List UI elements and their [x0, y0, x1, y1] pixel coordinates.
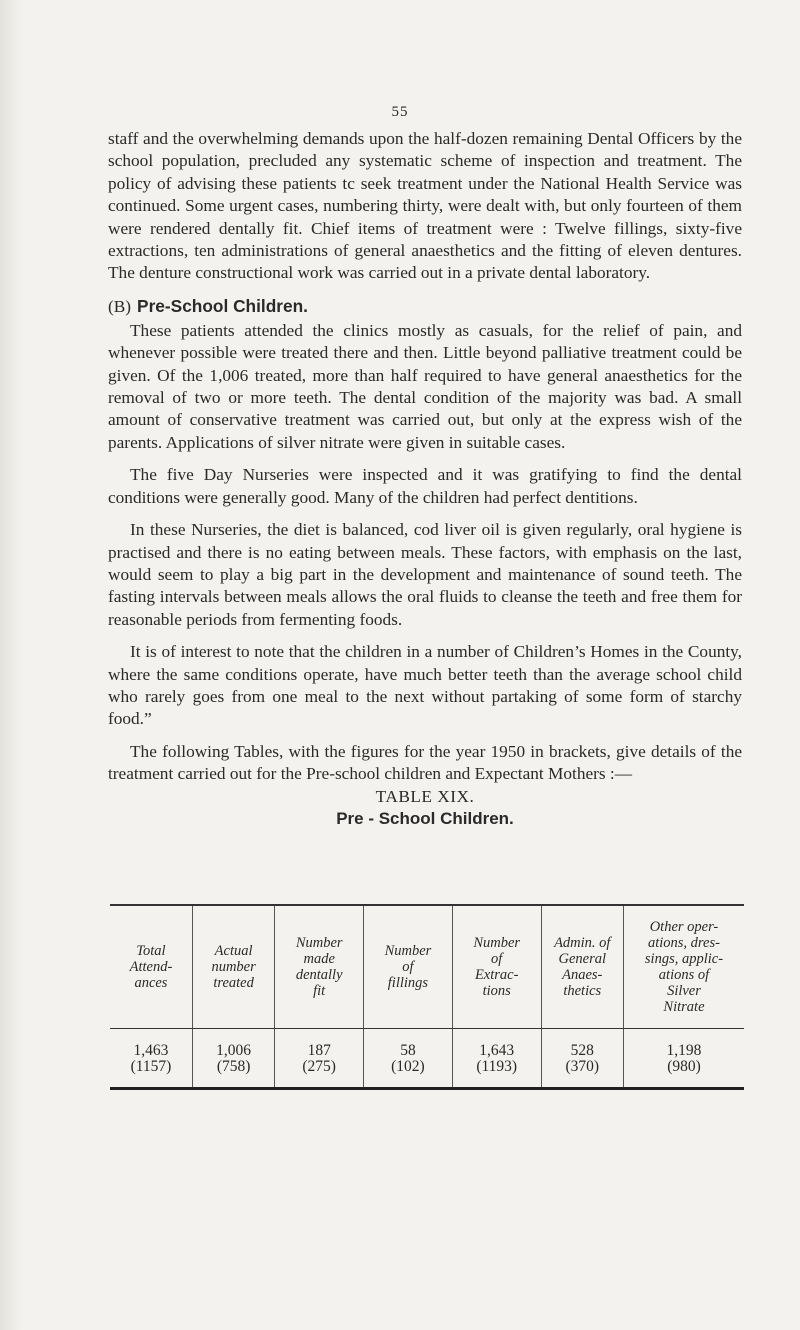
cell-fillings: 58 (102) — [364, 1029, 453, 1089]
header-other-operations: Other oper- ations, dres- sings, applic- ations of Silver Nitrate — [623, 905, 744, 1029]
table-header-row — [110, 905, 744, 1029]
paragraph: These patients attended the clinics mostly as casuals, for the relief of pain, and whenever possible were treated there and then. Little beyond palliative treatment could be given. Of the 1,006 treated, more than half required to have general anaesthetics for the removal of two or more teeth. The dental condition of the majority was bad. A small amount of conservative treatment was carried out, but only at the express wish of the parents. Applications of silver nitrate were given in suitable cases. — [108, 320, 742, 452]
treatment-table — [110, 904, 744, 1090]
paragraph: In these Nurseries, the diet is balanced, cod liver oil is given regularly, oral hygiene is practised and there is no eating between meals. These factors, with emphasis on the last, would seem to play a big part in the development and maintenance of sound teeth. The fasting intervals between meals allows the oral fluids to cleanse the teeth and free them for reasonable periods from fermenting foods. — [108, 520, 742, 629]
section-heading — [108, 295, 742, 318]
header-total-attendances: Total Attend- ances — [110, 905, 192, 1029]
header-dentally-fit: Number made dentally fit — [275, 905, 364, 1029]
section-letter: (B) — [108, 296, 132, 316]
cell-other-operations: 1,198 (980) — [623, 1029, 744, 1089]
cell-dentally-fit: 187 (275) — [275, 1029, 364, 1089]
paragraph-continuation: staff and the overwhelming demands upon the half-dozen remaining Dental Officers by the school population, precluded any systematic scheme of inspection and treatment. The policy of advising these patients tc seek treatment under the National Health Service was continued. Some urgent cases, numbering thirty, were dealt with, but only fourteen of them were rendered dentally fit. Chief items of treatment were : Twelve fillings, sixty-five extractions, ten administrations of general anaesthetics and the fitting of eleven dentures. The denture constructional work was carried out in a private dental laboratory. — [108, 129, 742, 283]
scan-edge — [0, 0, 22, 1330]
header-general-anaesthetics: Admin. of General Anaes- thetics — [541, 905, 623, 1029]
cell-extractions: 1,643 (1193) — [452, 1029, 541, 1089]
header-extractions: Number of Extrac- tions — [452, 905, 541, 1029]
table-subtitle: Pre - School Children. — [336, 808, 514, 828]
paragraph: It is of interest to note that the children in a number of Children’s Homes in the County, where the same conditions operate, have much better teeth than the average school child who rarely goes from one meal to the next without partaking of some form of starchy food.” — [108, 642, 742, 729]
cell-actual-number-treated: 1,006 (758) — [192, 1029, 274, 1089]
section-title: Pre-School Children. — [137, 295, 308, 316]
document-body — [108, 128, 742, 834]
header-actual-number-treated: Actual number treated — [192, 905, 274, 1029]
cell-general-anaesthetics: 528 (370) — [541, 1029, 623, 1089]
table-row — [110, 1029, 744, 1089]
page-number: 55 — [391, 104, 409, 120]
paragraph: The following Tables, with the figures for the year 1950 in brackets, give details of the treatment carried out for the Pre-school children and Expectant Mothers :— — [108, 741, 742, 784]
paragraph: The five Day Nurseries were inspected and it was gratifying to find the dental conditions were generally good. Many of the children had perfect dentitions. — [108, 465, 742, 507]
table-title: TABLE XIX. — [375, 786, 475, 806]
header-fillings: Number of fillings — [364, 905, 453, 1029]
cell-total-attendances: 1,463 (1157) — [130, 1042, 172, 1075]
